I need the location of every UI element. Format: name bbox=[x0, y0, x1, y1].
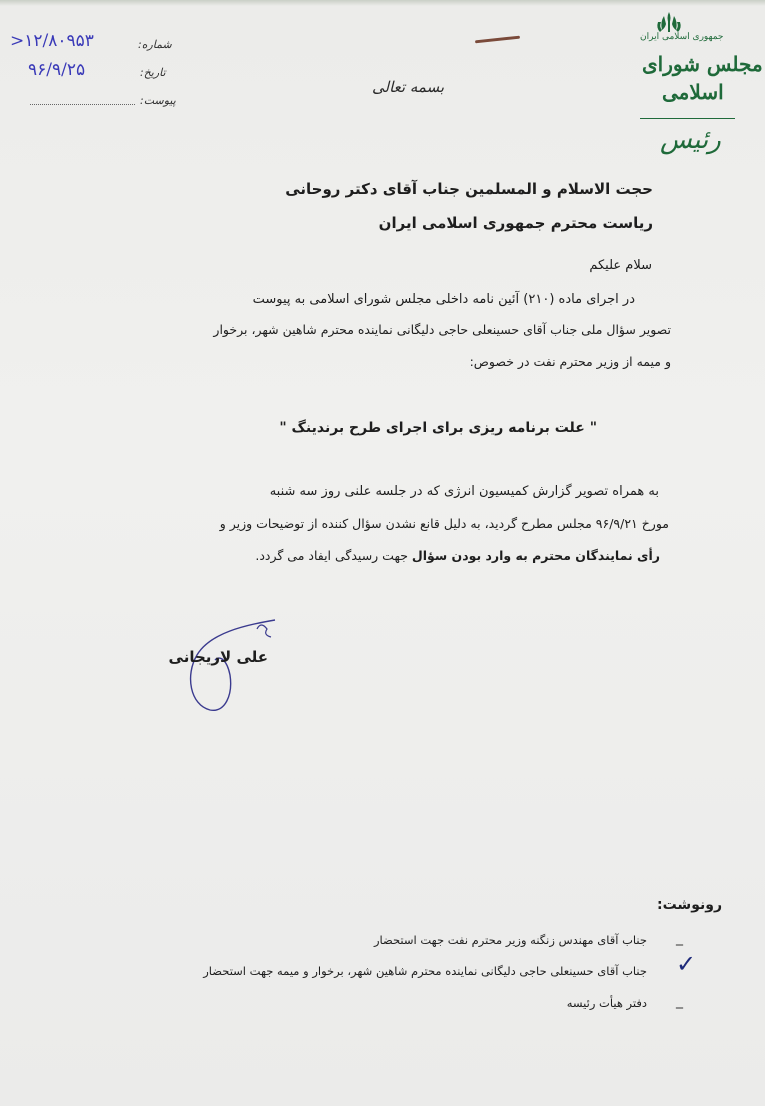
cc-item-3: دفتر هیأت رئیسه bbox=[566, 996, 647, 1010]
body2-line3-bold: رأی نمایندگان محترم به وارد بودن سؤال bbox=[411, 548, 660, 563]
number-label: شماره: bbox=[138, 38, 172, 51]
cc-item-2: جناب آقای حسینعلی حاجی دلیگانی نماینده محترم شاهین شهر، برخوار و میمه جهت استحضار bbox=[203, 964, 647, 978]
majlis-title-line2: اسلامی bbox=[662, 80, 724, 104]
republic-name: جمهوری اسلامی ایران bbox=[640, 32, 724, 42]
body2-line2: مورخ ۹۶/۹/۲۱ مجلس مطرح گردید، به دلیل قانع نشدن سؤال کننده از توضیحات وزیر و bbox=[219, 516, 669, 531]
cc-dash-1: _ bbox=[676, 930, 683, 946]
subject: " علت برنامه ریزی برای اجرای طرح برندینگ " bbox=[279, 420, 597, 436]
date-label: تاریخ: bbox=[140, 66, 166, 79]
body1-line3: و میمه از وزیر محترم نفت در خصوص: bbox=[469, 354, 671, 369]
letterhead-rule bbox=[640, 118, 735, 119]
signatory-name: علی لاریجانی bbox=[168, 648, 268, 666]
checkmark-icon: ✓ bbox=[676, 950, 697, 978]
attachment-line bbox=[30, 104, 135, 105]
body2-line1: به همراه تصویر گزارش کمیسیون انرژی که در جلسه علنی روز سه شنبه bbox=[269, 484, 659, 499]
body2-line3-rest: جهت رسیدگی ایفاد می گردد. bbox=[255, 548, 412, 563]
attachment-label: پیوست: bbox=[140, 94, 176, 107]
date-value: ۹۶/۹/۲۵ bbox=[28, 60, 86, 80]
cc-dash-3: _ bbox=[676, 993, 683, 1009]
cc-title: رونوشت: bbox=[657, 897, 722, 913]
recipient-line1: حجت الاسلام و المسلمین جناب آقای دکتر روحانی bbox=[285, 180, 653, 198]
body1-line1: در اجرای ماده (۲۱۰) آئین نامه داخلی مجلس شورای اسلامی به پیوست bbox=[252, 292, 635, 307]
cc-item-1: جناب آقای مهندس زنگنه وزیر محترم نفت جهت استحضار bbox=[373, 933, 647, 947]
body2-line3 bbox=[255, 548, 660, 563]
office-title: رئیس bbox=[660, 125, 721, 155]
number-value: >۱۲/۸۰۹۵۳ bbox=[10, 31, 94, 51]
majlis-title-line1: مجلس شورای bbox=[642, 52, 763, 76]
recipient-line2: ریاست محترم جمهوری اسلامی ایران bbox=[378, 214, 653, 232]
body1-line2: تصویر سؤال ملی جناب آقای حسینعلی حاجی دلیگانی نماینده محترم شاهین شهر، برخوار bbox=[213, 322, 671, 337]
bismillah: بسمه تعالی bbox=[372, 78, 445, 96]
greeting: سلام علیکم bbox=[589, 258, 652, 273]
page-top-edge bbox=[0, 0, 765, 6]
